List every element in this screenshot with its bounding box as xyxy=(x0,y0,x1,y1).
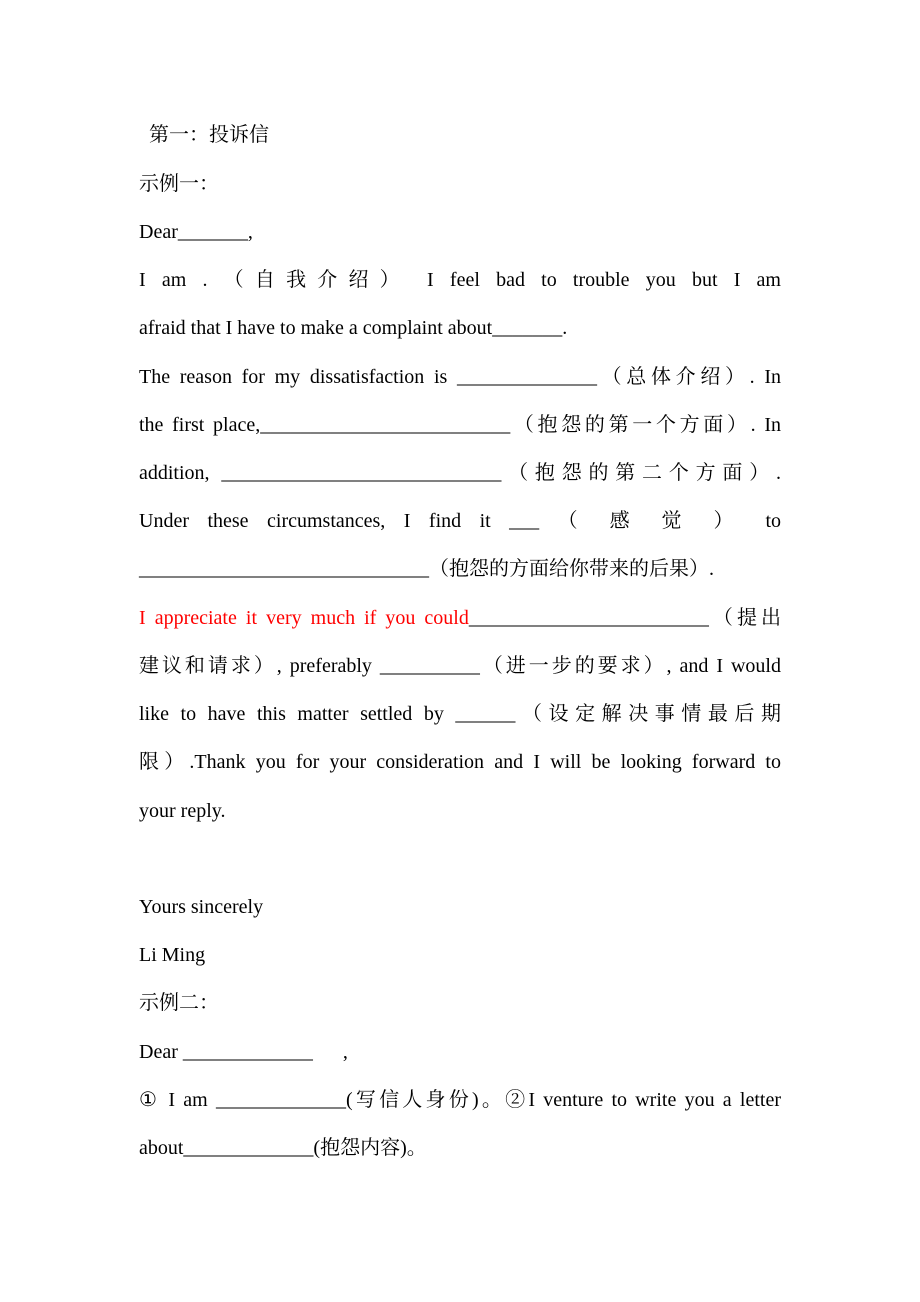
letter-line: 建议和请求）, preferably __________（进一步的要求）, and I would xyxy=(139,655,781,677)
letter-line: afraid that I have to make a complaint about_______. xyxy=(139,317,568,339)
example-one-heading: 示例一： xyxy=(139,173,219,195)
letter-line: _____________________________（抱怨的方面给你带来的后果）. xyxy=(139,558,714,580)
salutation-line: Dear _____________ , xyxy=(139,1041,348,1063)
letter-line: like to have this matter settled by ______（设定解决事情最后期 xyxy=(139,703,781,725)
letter-line: 限）.Thank you for your consideration and I will be looking forward to xyxy=(139,751,781,773)
letter-line: Under these circumstances, I find it ___ （ 感 觉 ） to xyxy=(139,510,781,532)
example-two-heading: 示例二： xyxy=(139,992,219,1014)
request-blank: ________________________（提出 xyxy=(468,607,781,629)
letter-line: the first place,_________________________（抱怨的第一个方面）. In xyxy=(139,414,781,436)
letter-line: I am . （自我介绍） I feel bad to trouble you but I am xyxy=(139,269,781,291)
signature: Li Ming xyxy=(139,944,206,966)
letter-line: about_____________(抱怨内容)。 xyxy=(139,1137,427,1159)
closing: Yours sincerely xyxy=(139,896,264,918)
highlighted-request-text: I appreciate it very much if you could xyxy=(139,607,469,629)
letter-line: addition, ____________________________（抱怨的第二个方面）. xyxy=(139,462,781,484)
letter-line: ① I am _____________(写信人身份)。②I venture to write you a letter xyxy=(139,1089,781,1111)
letter-line: your reply. xyxy=(139,800,226,822)
salutation-line: Dear_______, xyxy=(139,221,253,243)
letter-line-request xyxy=(139,603,781,633)
section-title: 第一：投诉信 xyxy=(149,124,269,146)
letter-line: The reason for my dissatisfaction is ______________（总体介绍）. In xyxy=(139,366,781,388)
